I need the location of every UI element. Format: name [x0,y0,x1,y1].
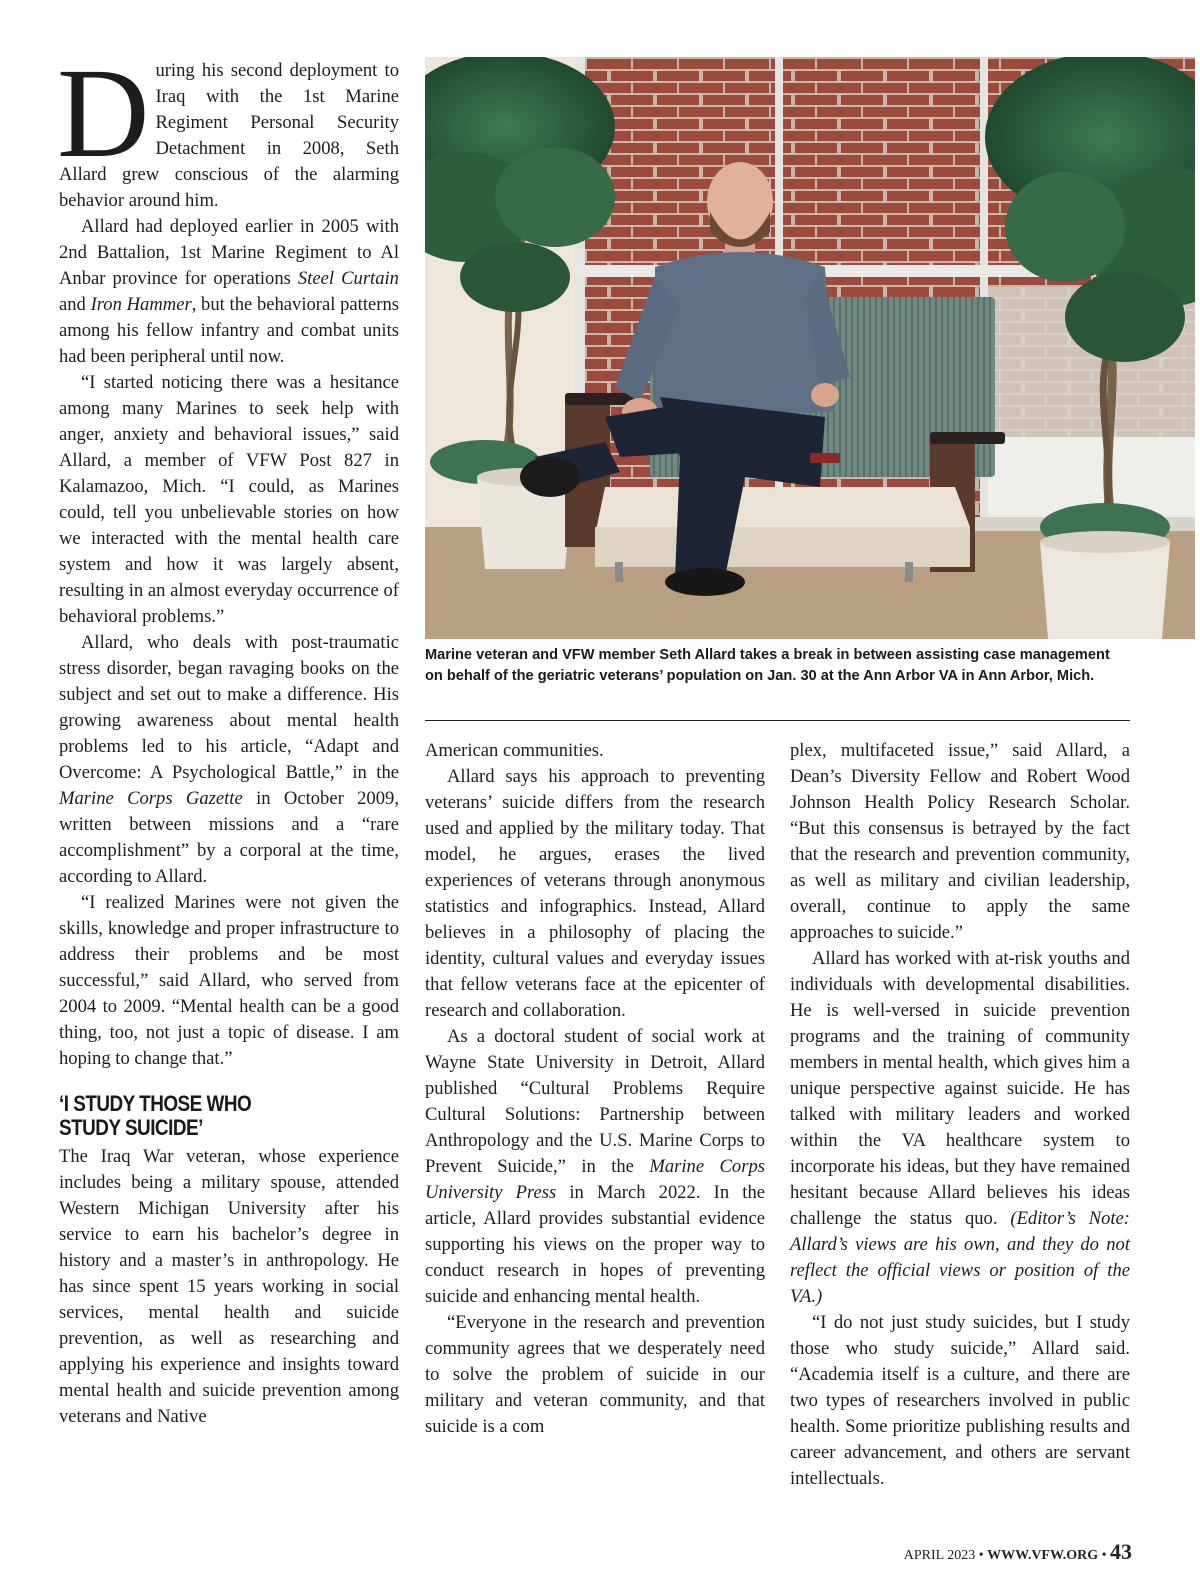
paragraph: “I do not just study suicides, but I study those who study suicide,” Allard said. “Academia itself is a culture, and there are two types of researchers involved in public health. Some prioritize publishing results and career advancement, and others are servant intellectuals. [790,1312,1130,1489]
section-subhead [59,1092,403,1140]
paragraph: “I started noticing there was a hesitance among many Marines to seek help with anger, anxiety and behavioral issues,” said Allard, a member of VFW Post 827 in Kalamazoo, Mich. “I could, as Marines could, tell you unbelievable stories on how we interacted with the mental health care system and how it was largely absent, resulting in an almost everyday occurrence of behavioral problems.” [59,372,399,627]
drop-cap: D [57,42,150,184]
subhead-line: ‘I STUDY THOSE WHO [59,1091,252,1116]
paragraph-text: uring his second deployment to Iraq with the 1st Marine Regiment Personal Security Detachment in 2008, Seth Allard grew conscious of the alarming behavior around him. [59,60,399,211]
paragraph-text: in October 2009, written between missions and a “rare accomplishment” by a corporal at the time, according to Allard. [59,788,399,887]
issue-date: APRIL 2023 [903,1548,976,1563]
article-column-1 [57,42,399,1430]
paragraph: “Everyone in the research and prevention community agrees that we desperately need to solve the problem of suicide in our military and veteran community, and that suicide is a com [425,1312,765,1437]
paragraph-text: , but the behavioral patterns among his fellow infantry and combat units had been peripheral until now. [59,294,399,367]
footer-bullet: • [978,1548,984,1563]
website-link[interactable]: WWW.VFW.ORG [987,1548,1099,1563]
paragraph: The Iraq War veteran, whose experience includes being a military spouse, attended Western Michigan University after his service to earn his bachelor’s degree in history and a master’s in anthropology. He has since spent 15 years working in social services, mental health and suicide prevention, as well as researching and applying his experience and insights toward mental health and suicide prevention among veterans and Native [59,1146,399,1427]
caption-divider [425,720,1130,721]
editors-note: (Editor’s Note: Allard’s views are his own, and they do not reflect the official views or position of the VA.) [790,1208,1130,1307]
paragraph-text: Allard has worked with at-risk youths and individuals with developmental disabilities. He is well-versed in suicide prevention programs and the training of community members in mental health, which gives him a unique perspective against suicide. He has talked with military leaders and worked within the VA healthcare system to incorporate his ideas, but they have remained hesitant because Allard believes his ideas challenge the status quo. [790,948,1130,1229]
page-number: 43 [1110,1539,1132,1564]
page-footer [904,1539,1132,1565]
photo-illustration [425,57,1195,639]
paragraph [790,946,1130,1310]
paragraph-text: Allard, who deals with post-traumatic stress disorder, began ravaging books on the subject and set out to make a difference. His growing awareness about mental health problems led to his article, “Adapt and Overcome: A Psychological Battle,” in the [59,632,399,783]
paragraph-text: in March 2022. In the article, Allard provides substantial evidence supporting his views on the proper way to conduct research in hopes of preventing suicide and enhancing mental health. [425,1182,765,1307]
photo-caption: Marine veteran and VFW member Seth Allard takes a break in between assisting case management on behalf of the geriatric veterans’ population on Jan. 30 at the Ann Arbor VA in Ann Arbor, Mich. [425,647,1110,684]
italic-publication-title: Marine Corps Gazette [59,788,243,809]
subhead-line: STUDY SUICIDE’ [59,1115,203,1140]
paragraph-text: Allard had deployed earlier in 2005 with 2nd Battalion, 1st Marine Regiment to Al Anbar province for operations [59,216,399,289]
paragraph: American communities. [425,740,604,761]
paragraph: plex, multifaceted issue,” said Allard, a Dean’s Diversity Fellow and Robert Wood Johnson Health Policy Research Scholar. “But this consensus is betrayed by the fact that the research and prevention community, as well as military and civilian leadership, overall, continue to apply the same approaches to suicide.” [790,740,1130,943]
paragraph-text: As a doctoral student of social work at Wayne State University in Detroit, Allard published “Cultural Problems Require Cultural Solutions: Partnership between Anthropology and the U.S. Marine Corps to Prevent Suicide,” in the [425,1026,765,1177]
article-column-3 [790,738,1130,1492]
paragraph: Allard says his approach to preventing veterans’ suicide differs from the research used and applied by the military today. That model, he argues, erases the lived experiences of veterans through anonymous statistics and infographics. Instead, Allard believes in a philosophy of placing the identity, cultural values and everyday issues that fellow veterans face at the epicenter of research and collaboration. [425,766,765,1021]
italic-operation-name: Steel Curtain [297,268,399,289]
footer-bullet: • [1101,1548,1107,1563]
paragraph [59,214,399,370]
paragraph: “I realized Marines were not given the skills, knowledge and proper infrastructure to address their problems and be most successful,” said Allard, who served from 2004 to 2009. “Mental health can be a good thing, too, not just a topic of disease. I am hoping to change that.” [59,892,399,1069]
paragraph [59,630,399,890]
paragraph-text: and [59,294,91,315]
italic-operation-name: Iron Hammer [90,294,192,315]
article-column-2 [425,738,765,1440]
paragraph [425,1024,765,1310]
italic-publication-title: Marine Corps University Press [425,1156,765,1203]
article-photo [425,57,1195,639]
